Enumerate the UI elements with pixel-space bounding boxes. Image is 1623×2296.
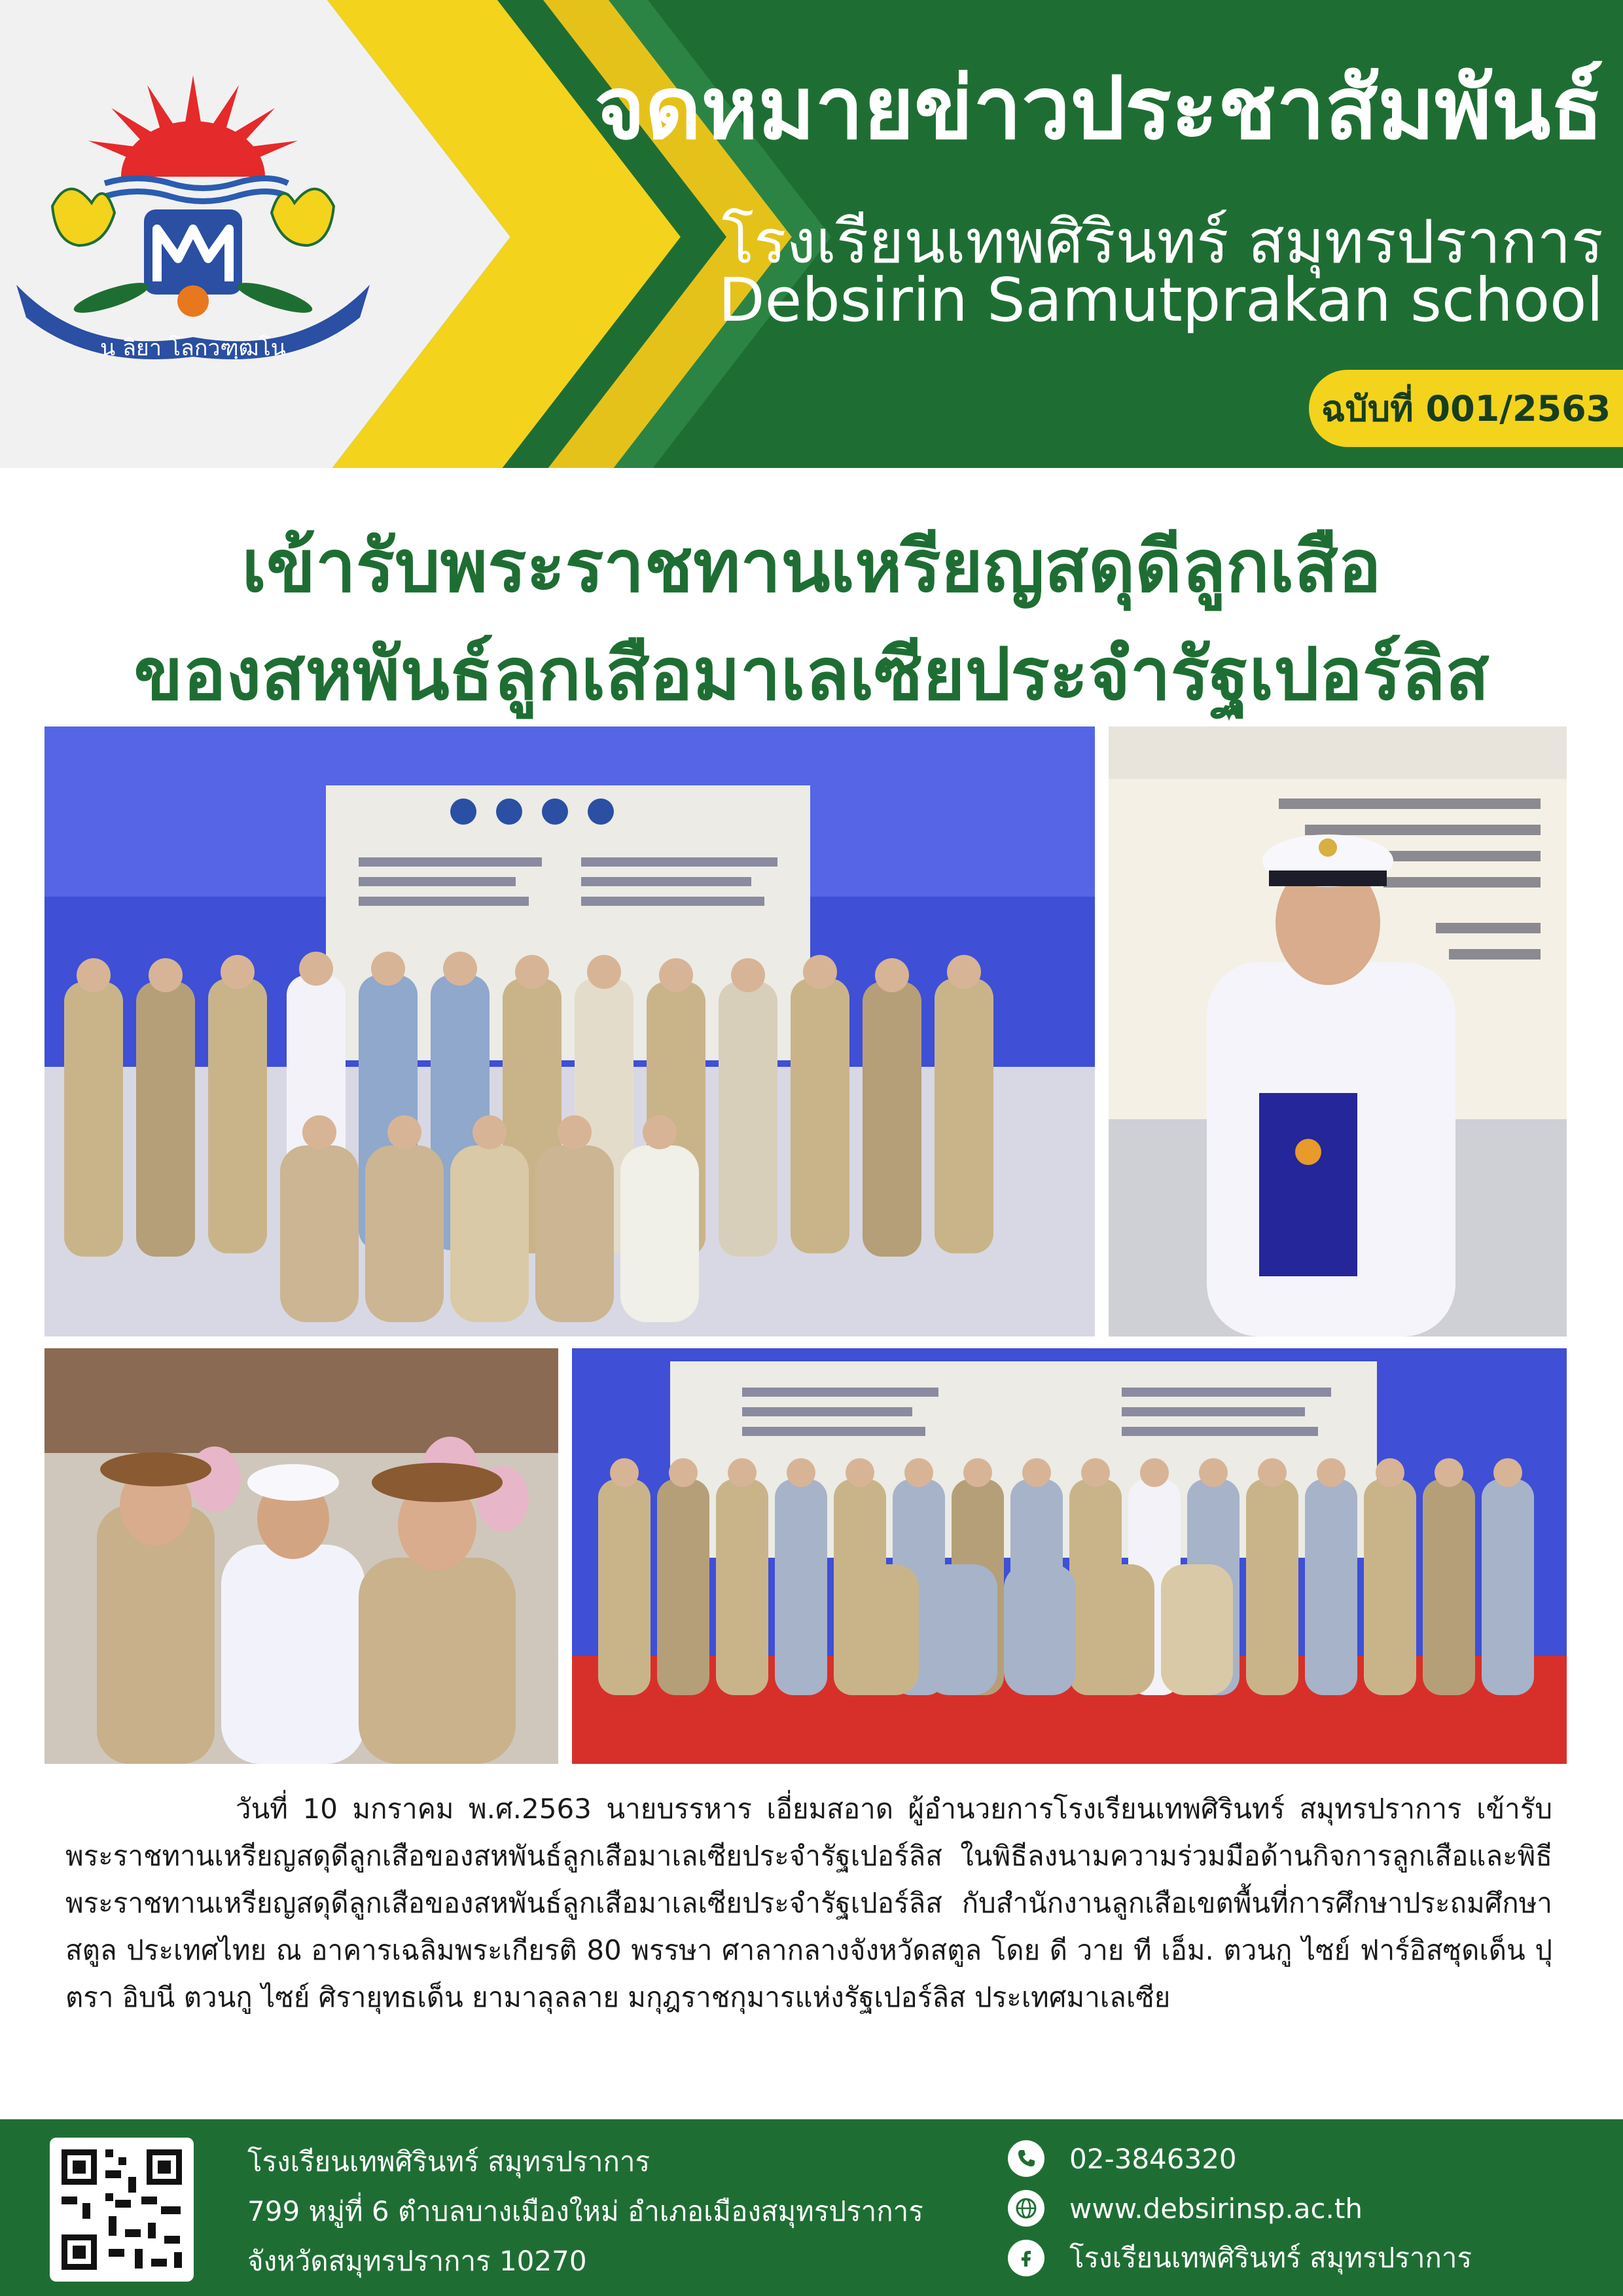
qr-code[interactable] bbox=[50, 2138, 194, 2282]
globe-icon bbox=[1008, 2190, 1044, 2227]
website-link[interactable]: www.debsirinsp.ac.th bbox=[1069, 2192, 1363, 2225]
article-headline bbox=[0, 512, 1623, 728]
phone-icon bbox=[1008, 2140, 1044, 2177]
footer-address: 799 หมู่ที่ 6 ตำบลบางเมืองใหม่ อำเภอเมืองสมุทรปราการ bbox=[247, 2195, 923, 2227]
photo-audience bbox=[45, 1348, 558, 1764]
school-name-english: Debsirin Samutprakan school bbox=[718, 265, 1603, 335]
contact-phone[interactable] bbox=[1008, 2139, 1237, 2178]
contact-website[interactable] bbox=[1008, 2189, 1363, 2228]
contact-facebook[interactable] bbox=[1008, 2238, 1472, 2278]
photo-group-stage bbox=[45, 726, 1095, 1336]
footer-school-name: โรงเรียนเทพศิรินทร์ สมุทรปราการ bbox=[247, 2145, 651, 2178]
newsletter-title: จดหมายข่าวประชาสัมพันธ์ bbox=[594, 58, 1603, 159]
headline-line-2: ของสหพันธ์ลูกเสือมาเลเซียประจำรัฐเปอร์ลิส bbox=[134, 632, 1489, 716]
photo-large-group bbox=[572, 1348, 1567, 1764]
school-name-thai: โรงเรียนเทพศิรินทร์ สมุทรปราการ bbox=[721, 207, 1603, 277]
newsletter-header bbox=[0, 0, 1623, 475]
facebook-icon bbox=[1008, 2240, 1044, 2276]
facebook-page[interactable]: โรงเรียนเทพศิรินทร์ สมุทรปราการ bbox=[1069, 2242, 1472, 2274]
newsletter-footer bbox=[0, 2119, 1623, 2296]
article-body: วันที่ 10 มกราคม พ.ศ.2563 นายบรรหาร เอี่ยมสอาด ผู้อำนวยการโรงเรียนเทพศิรินทร์ สมุทรปราการ เข้ารับพระราชทานเหรียญสดุดีลูกเสือของสหพันธ์ลูกเสือมาเลเซียประจำรัฐเปอร์ลิส ในพิธีลงนามความร่วมมือด้านกิจการลูกเสือและพิธีพระราชทานเหรียญสดุดีลูกเสือของสหพันธ์ลูกเสือมาเลเซียประจำรัฐเปอร์ลิส กับสำนักงานลูกเสือเขตพื้นที่การศึกษาประถมศึกษาสตูล ประเทศไทย ณ อาคารเฉลิมพระเกียรติ 80 พรรษา ศาลากลางจังหวัดสตูล โดย ดี วาย ที เอ็ม. ตวนกู ไซย์ ฟาร์อิสซุดเด็น ปุตรา อิบนี ตวนกู ไซย์ ศิรายุทธเด็น ยามาลุลลาย มกุฎราชกุมารแห่งรัฐเปอร์ลิส ประเทศมาเลเซีย bbox=[65, 1793, 1552, 2013]
issue-number-badge: ฉบับที่ 001/2563 bbox=[1309, 370, 1623, 447]
phone-number[interactable]: 02-3846320 bbox=[1069, 2142, 1237, 2175]
footer-province: จังหวัดสมุทรปราการ 10270 bbox=[247, 2245, 587, 2277]
photo-director-portrait bbox=[1109, 726, 1567, 1336]
logo-motto: น ลิยา โลกวฑฺฒโน bbox=[100, 335, 286, 361]
school-logo bbox=[7, 49, 380, 363]
headline-line-1: เข้ารับพระราชทานเหรียญสดุดีลูกเสือ bbox=[241, 524, 1382, 608]
